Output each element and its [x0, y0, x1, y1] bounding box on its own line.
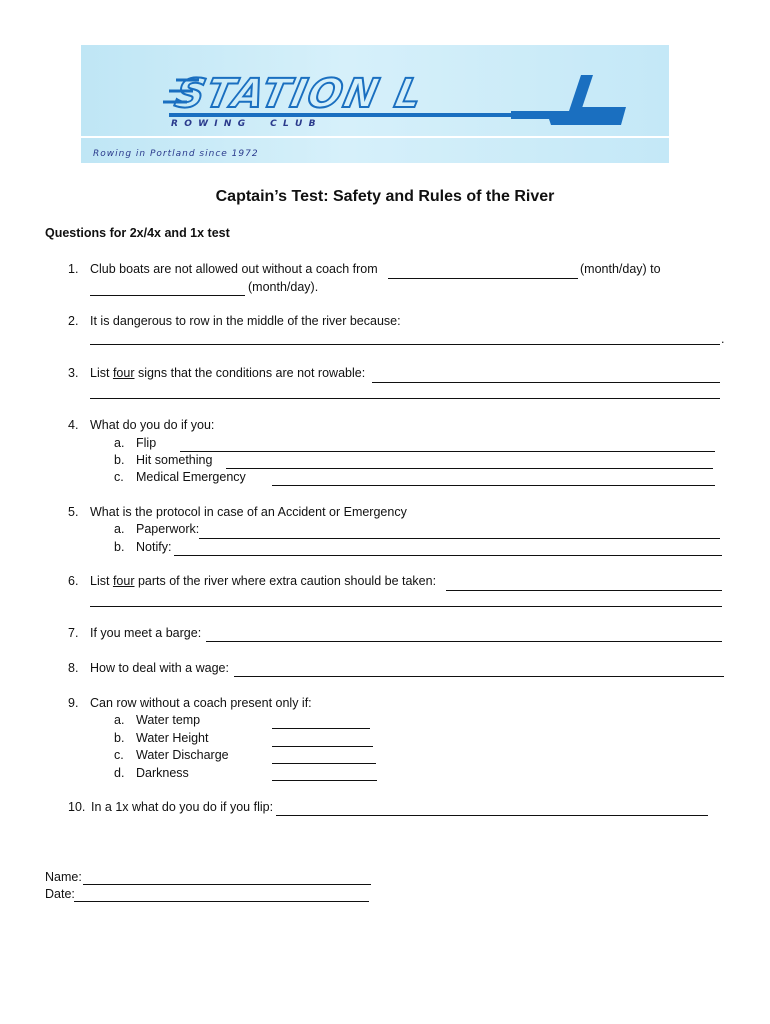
q4-text: What do you do if you: — [90, 418, 215, 432]
q4-item-medical: Medical Emergency — [136, 470, 246, 484]
q9-item-water-temp: Water temp — [136, 713, 201, 727]
q7-answer-line[interactable] — [206, 641, 722, 642]
q1-number: 1. — [68, 262, 79, 276]
q9-item-letter: d. — [114, 766, 125, 780]
q4-item-letter: a. — [114, 436, 125, 450]
q7-text: If you meet a barge: — [90, 626, 202, 640]
logo-wordmark: STATION L — [171, 71, 429, 117]
q9-number: 9. — [68, 696, 79, 710]
q5-number: 5. — [68, 505, 79, 519]
q5-item-letter: a. — [114, 522, 125, 536]
name-label: Name: — [45, 870, 82, 884]
q9-item-water-discharge: Water Discharge — [136, 748, 229, 762]
q4-medical-answer-line[interactable] — [272, 485, 715, 486]
q9-item-darkness: Darkness — [136, 766, 189, 780]
q10-number: 10. — [68, 800, 86, 814]
q1-after2: (month/day). — [248, 280, 319, 294]
q8-text: How to deal with a wage: — [90, 661, 229, 675]
page-title: Captain’s Test: Safety and Rules of the River — [215, 188, 555, 205]
q9-item-letter: c. — [114, 748, 124, 762]
page-subtitle: Questions for 2x/4x and 1x test — [45, 226, 230, 240]
q9-water-temp-answer-line[interactable] — [272, 728, 370, 729]
date-answer-line[interactable] — [74, 901, 369, 902]
q6-answer-line-2[interactable] — [90, 606, 722, 607]
q4-item-letter: b. — [114, 453, 125, 467]
q9-text: Can row without a coach present only if: — [90, 696, 312, 710]
q2-number: 2. — [68, 314, 79, 328]
q10-answer-line[interactable] — [276, 815, 708, 816]
q4-item-hit: Hit something — [136, 453, 213, 467]
q9-item-letter: a. — [114, 713, 125, 727]
q1-answer-line[interactable] — [388, 278, 578, 279]
q4-flip-answer-line[interactable] — [180, 451, 715, 452]
q8-answer-line[interactable] — [234, 676, 724, 677]
q3-answer-line-1[interactable] — [372, 382, 720, 383]
club-logo-banner — [81, 45, 669, 163]
q6-text: List four parts of the river where extra caution should be taken: — [90, 574, 437, 588]
q6-number: 6. — [68, 574, 79, 588]
q2-text: It is dangerous to row in the middle of the river because: — [90, 314, 401, 328]
q2-answer-line[interactable] — [90, 344, 720, 345]
q9-item-water-height: Water Height — [136, 731, 209, 745]
q4-item-flip: Flip — [136, 436, 157, 450]
q6-answer-line-1[interactable] — [446, 590, 722, 591]
q4-number: 4. — [68, 418, 79, 432]
q7-number: 7. — [68, 626, 79, 640]
q5-item-letter: b. — [114, 540, 125, 554]
name-answer-line[interactable] — [83, 884, 371, 885]
date-label: Date: — [45, 887, 75, 901]
q1-text: Club boats are not allowed out without a coach from — [90, 262, 378, 276]
q9-darkness-answer-line[interactable] — [272, 780, 377, 781]
q10-text: In a 1x what do you do if you flip: — [91, 800, 274, 814]
q8-number: 8. — [68, 661, 79, 675]
q2-period: . — [721, 332, 725, 346]
q3-number: 3. — [68, 366, 79, 380]
q3-text: List four signs that the conditions are not rowable: — [90, 366, 366, 380]
q5-paperwork-answer-line[interactable] — [199, 538, 720, 539]
q3-answer-line-2[interactable] — [90, 398, 720, 399]
q9-water-discharge-answer-line[interactable] — [272, 763, 376, 764]
q5-item-notify: Notify: — [136, 540, 172, 554]
q5-text: What is the protocol in case of an Accident or Emergency — [90, 505, 407, 519]
q9-item-letter: b. — [114, 731, 125, 745]
q5-notify-answer-line[interactable] — [174, 555, 722, 556]
q5-item-paperwork: Paperwork: — [136, 522, 200, 536]
q1-answer-line-2[interactable] — [90, 295, 245, 296]
logo-tagline: Rowing in Portland since 1972 — [93, 149, 259, 159]
logo-club-text: R O W I N G C L U B — [171, 119, 316, 129]
q9-water-height-answer-line[interactable] — [272, 746, 373, 747]
q1-after: (month/day) to — [580, 262, 661, 276]
q4-item-letter: c. — [114, 470, 124, 484]
q4-hit-answer-line[interactable] — [226, 468, 713, 469]
